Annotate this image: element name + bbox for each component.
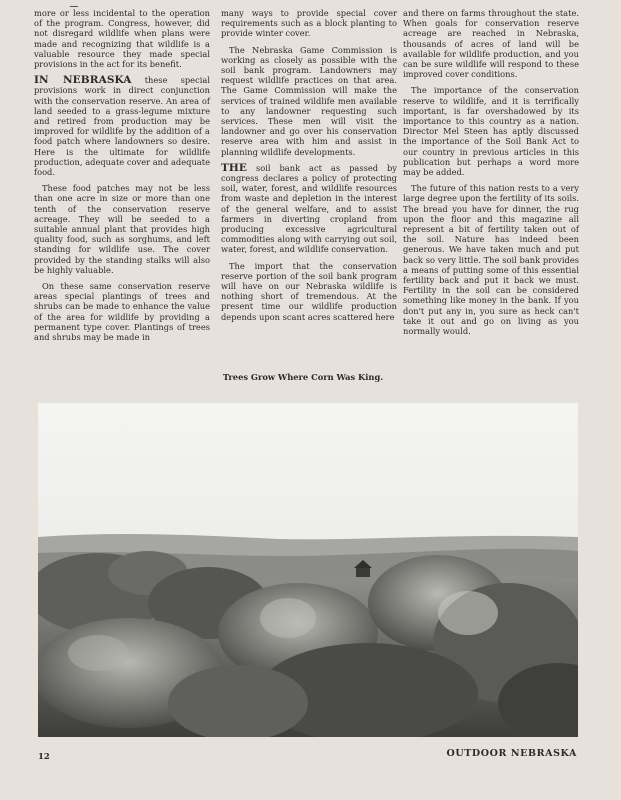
paragraph: more or less incidental to the operation of the program. Congress, however, did not disregard wildlife when plans were made and recognizing that wildlife is a valuable resource they made special provisions in the act for its benefit. — [34, 8, 210, 70]
paragraph-text: these special provisions work in direct conjunction with the conservation reserve. An area of land seeded to a grass-legume mixture and retired from production may be improved for wildlife by the addition of a food patch where landowners so desire. Here is the ultimate for wildlife production, adequate cover and adequate food. — [34, 75, 210, 178]
lead-in: IN NEBRASKA — [34, 74, 132, 87]
landscape-photo — [38, 403, 578, 737]
paragraph: The future of this nation rests to a very large degree upon the fertility of its soils. The bread you have for dinner, the rug upon the floor and this magazine all represent a bit of fertility taken out of the soil. Nature has indeed been generous. We have taken much and put back so very little. The soil bank provides a means of putting some of this essential fertility back and put it back we must. Fertility in the soil can be considered something like money in the bank. If you don't put any in, you sure as heck can't take it out and go on living as you normally would. — [403, 183, 579, 337]
column-1 — [34, 8, 210, 348]
page-number: 12 — [38, 752, 50, 762]
paragraph: The Nebraska Game Commission is working as closely as possible with the soil bank program. Landowners may request wildlife practices on that area. The Game Commission will make the services of trained wildlife men available to any landowner requesting such services. These men will visit the landowner and go over his conservation reserve area with him and assist in planning wildlife developments. — [221, 44, 397, 157]
magazine-name: OUTDOOR NEBRASKA — [446, 748, 577, 759]
paragraph: On these same conservation reserve areas special plantings of trees and shrubs can be made to enhance the value of the area for wildlife by providing a permanent type cover. Plantings of trees and shrubs may be made in — [34, 281, 210, 343]
column-2 — [221, 8, 397, 328]
photo-caption: Trees Grow Where Corn Was King. — [222, 372, 384, 382]
column-3 — [403, 8, 579, 342]
paragraph-text: soil bank act as passed by congress declares a policy of protecting soil, water, forest, and wildlife resources from waste and depletion in the interest of the general welfare, and to assist farmers in diverting cropland from producing excessive agricultural commodities along with carrying out soil, water, forest, and wildlife conservation. — [221, 162, 397, 255]
lead-in: THE — [221, 161, 248, 174]
paragraph: The import that the conservation reserve portion of the soil bank program will have on our Nebraska wildlife is nothing short of tremendous. At the present time our wildlife production depends upon scant acres scattered here — [221, 260, 397, 322]
paragraph — [221, 163, 397, 255]
paragraph: The importance of the conservation reserve to wildlife, and it is terrifically important, is far overshadowed by its importance to this country as a nation. Director Mel Steen has aptly discussed the importance of the Soil Bank Act to our country in previous articles in this publication but perhaps a word more may be added. — [403, 85, 579, 178]
paragraph — [34, 75, 210, 177]
top-rule — [70, 6, 78, 7]
article-body — [34, 8, 588, 372]
paragraph: and there on farms throughout the state. When goals for conservation reserve acreage are reached in Nebraska, thousands of acres of land will be available for wildlife production, and you can be sure wildlife will respond to these improved cover conditions. — [403, 8, 579, 80]
paragraph: many ways to provide special cover requirements such as a block planting to provide winter cover. — [221, 8, 397, 39]
paragraph: These food patches may not be less than one acre in size or more than one tenth of the conservation reserve acreage. They will be seeded to a suitable annual plant that provides high quality food, such as sorghums, and left standing for wildlife use. The cover provided by the standing stalks will also be highly valuable. — [34, 183, 210, 275]
